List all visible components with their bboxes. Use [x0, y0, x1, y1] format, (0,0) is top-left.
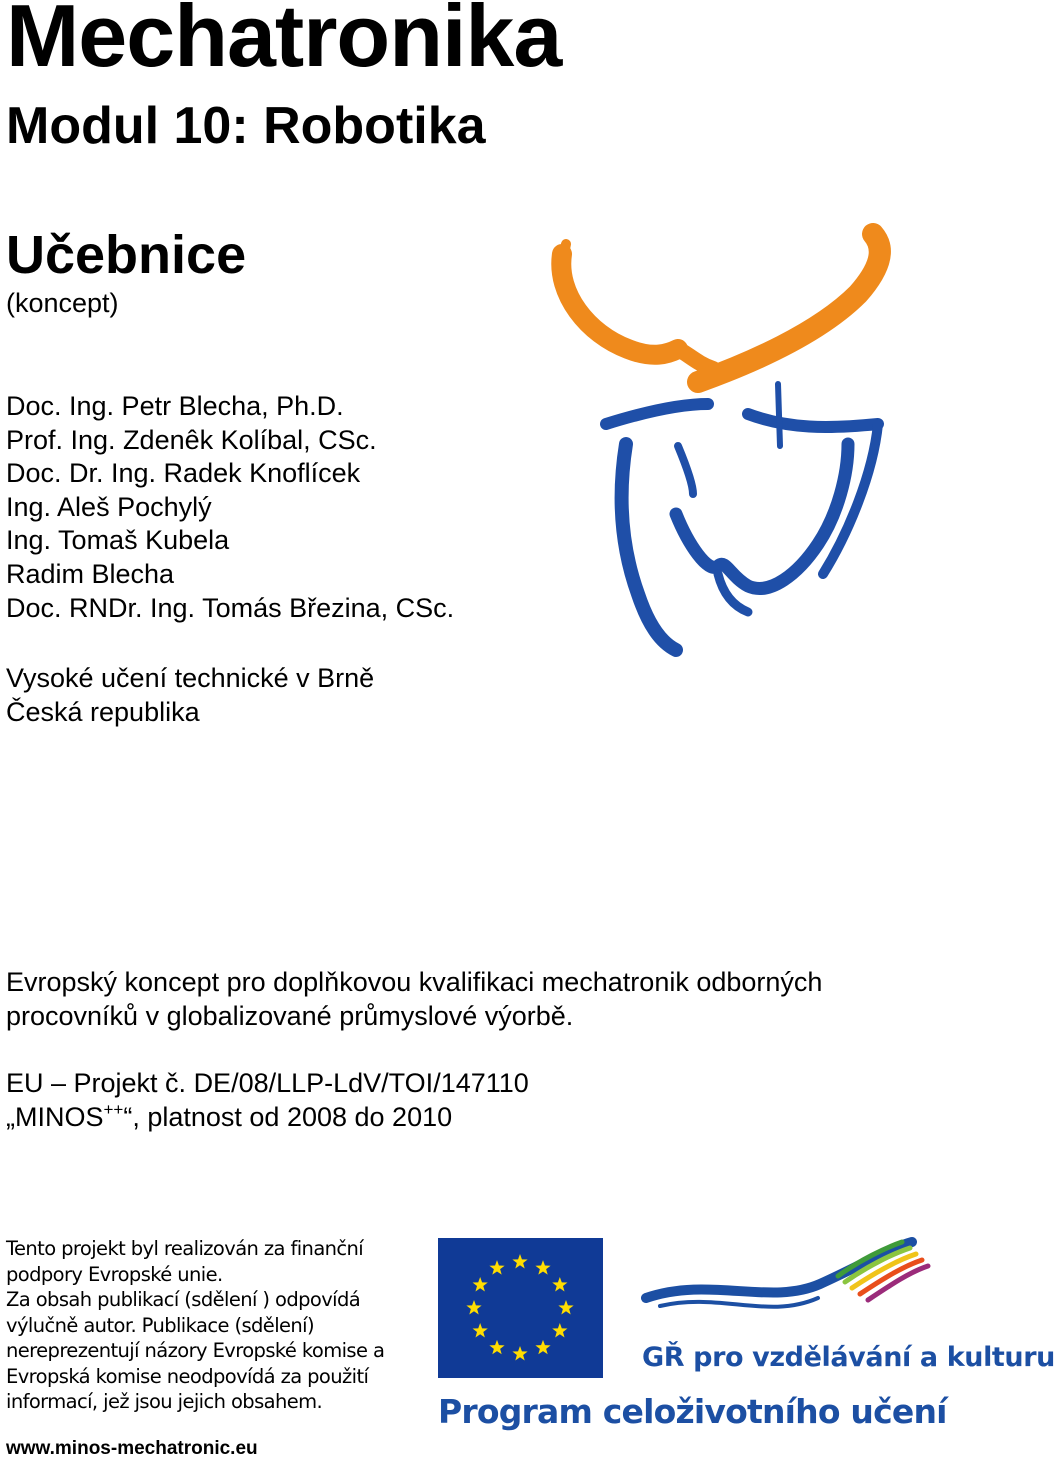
page-title: Mechatronika	[6, 0, 562, 85]
author-item: Doc. RNDr. Ing. Tomás Březina, CSc.	[6, 592, 455, 623]
institution-country: Česká republika	[6, 697, 200, 727]
document-note: (koncept)	[6, 288, 119, 318]
funding-disclaimer	[6, 1236, 406, 1415]
funding-line: výlučně autor. Publikace (sdělení)	[6, 1313, 314, 1337]
project-number: EU – Projekt č. DE/08/LLP-LdV/TOI/147110	[6, 1068, 529, 1098]
funding-line: podpory Evropské unie.	[6, 1262, 223, 1286]
author-item: Doc. Dr. Ing. Radek Knoflícek	[6, 458, 361, 489]
author-item: Radim Blecha	[6, 558, 175, 589]
bull-logo-icon	[548, 214, 898, 654]
website-link[interactable]: www.minos-mechatronic.eu	[6, 1438, 258, 1459]
institution	[6, 661, 374, 729]
llp-swoosh-icon	[640, 1236, 958, 1346]
project-name-sup: ++	[103, 1100, 124, 1119]
funding-line: nereprezentují názory Evropské komise a	[6, 1339, 385, 1362]
project-info	[6, 1066, 529, 1134]
project-name	[6, 1100, 529, 1134]
funding-line: Za obsah publikací (sdělení ) odpovídá	[6, 1288, 361, 1311]
project-name-rest: “, platnost od 2008 do 2010	[123, 1102, 453, 1132]
funding-line: Evropská komise neodpovídá za použití	[6, 1364, 369, 1388]
author-item: Prof. Ing. Zdenêk Kolíbal, CSc.	[6, 424, 377, 455]
document-type: Učebnice	[6, 225, 247, 285]
concept-line: procovníků v globalizované průmyslové výorbě.	[6, 1001, 574, 1031]
author-item: Ing. Aleš Pochylý	[6, 491, 212, 522]
author-list	[6, 390, 454, 625]
project-name-open: „MINOS	[6, 1102, 104, 1132]
author-item: Doc. Ing. Petr Blecha, Ph.D.	[6, 391, 344, 421]
eu-flag-icon	[438, 1238, 603, 1378]
author-item: Ing. Tomaš Kubela	[6, 525, 230, 556]
eu-dg-label: GŘ pro vzdělávání a kulturu	[642, 1342, 1055, 1373]
funding-line: Tento projekt byl realizován za finanční	[6, 1237, 364, 1260]
institution-name: Vysoké učení technické v Brně	[6, 663, 375, 693]
program-name-label: Program celoživotního učení	[438, 1392, 947, 1431]
funding-line: informací, jež jsou jejich obsahem.	[6, 1390, 323, 1413]
module-subtitle: Modul 10: Robotika	[6, 97, 486, 155]
concept-line: Evropský koncept pro doplňkovou kvalifikaci mechatronik odborných	[6, 967, 823, 997]
concept-statement	[6, 965, 926, 1033]
